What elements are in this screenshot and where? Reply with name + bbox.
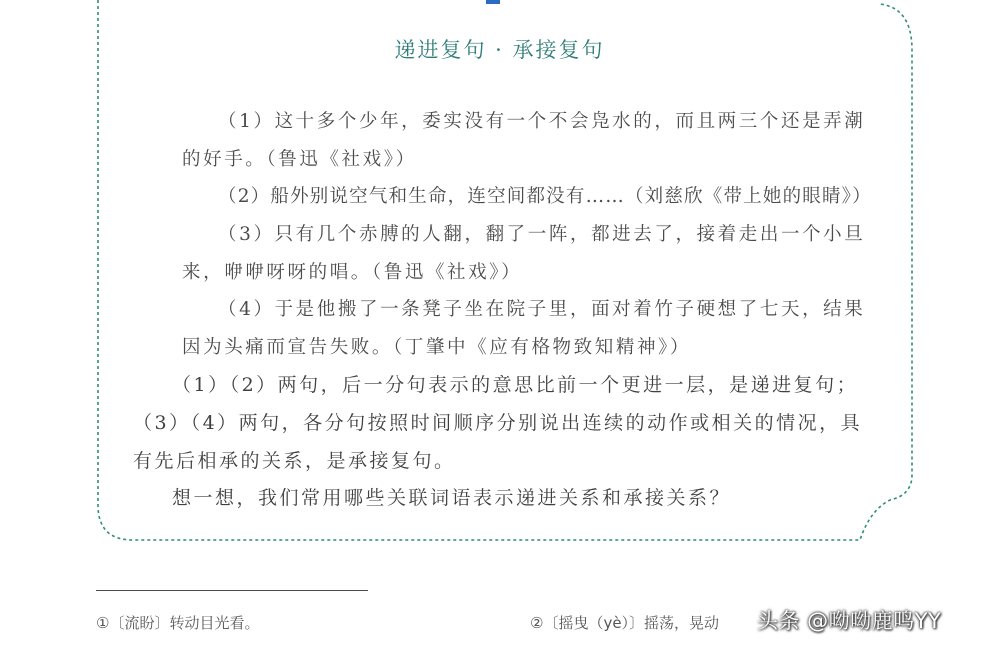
- question-text: 想一想，我们常用哪些关联词语表示递进关系和承接关系？: [172, 487, 732, 509]
- footnote-divider: [96, 590, 368, 591]
- footnote-1: ①〔流盼〕转动目光看。: [96, 614, 260, 632]
- example-2-line-1: （2）船外别说空气和生命，连空间都没有……（刘慈欣《带上她的眼睛》）: [218, 186, 872, 207]
- footnote-2: ②〔摇曳（yè）〕摇荡，晃动: [530, 614, 720, 632]
- example-4-line-2: 因为头痛而宣告失败。（丁肇中《应有格物致知精神》）: [182, 337, 692, 358]
- example-1-line-1: （1）这十多个少年，委实没有一个不会凫水的，而且两三个还是弄潮: [218, 111, 866, 132]
- example-3-line-2: 来，咿咿呀呀的唱。（鲁迅《社戏》）: [182, 262, 523, 283]
- explanation-line-3: 有先后相承的关系，是承接复句。: [133, 450, 456, 472]
- example-4-line-1: （4）于是他搬了一条凳子坐在院子里，面对着竹子硬想了七天，结果: [218, 299, 866, 320]
- example-1-line-2: 的好手。（鲁迅《社戏》）: [182, 149, 417, 170]
- section-title: 递进复句 · 承接复句: [394, 38, 605, 62]
- explanation-line-2: （3）（4）两句，各分句按照时间顺序分别说出连续的动作或相关的情况，具: [133, 412, 863, 434]
- explanation-line-1: （1）（2）两句，后一分句表示的意思比前一个更进一层，是递进复句；: [172, 374, 859, 396]
- example-3-line-1: （3）只有几个赤膊的人翻，翻了一阵，都进去了，接着走出一个小旦: [218, 224, 866, 245]
- watermark: 头条 @呦呦鹿鸣YY: [757, 609, 942, 633]
